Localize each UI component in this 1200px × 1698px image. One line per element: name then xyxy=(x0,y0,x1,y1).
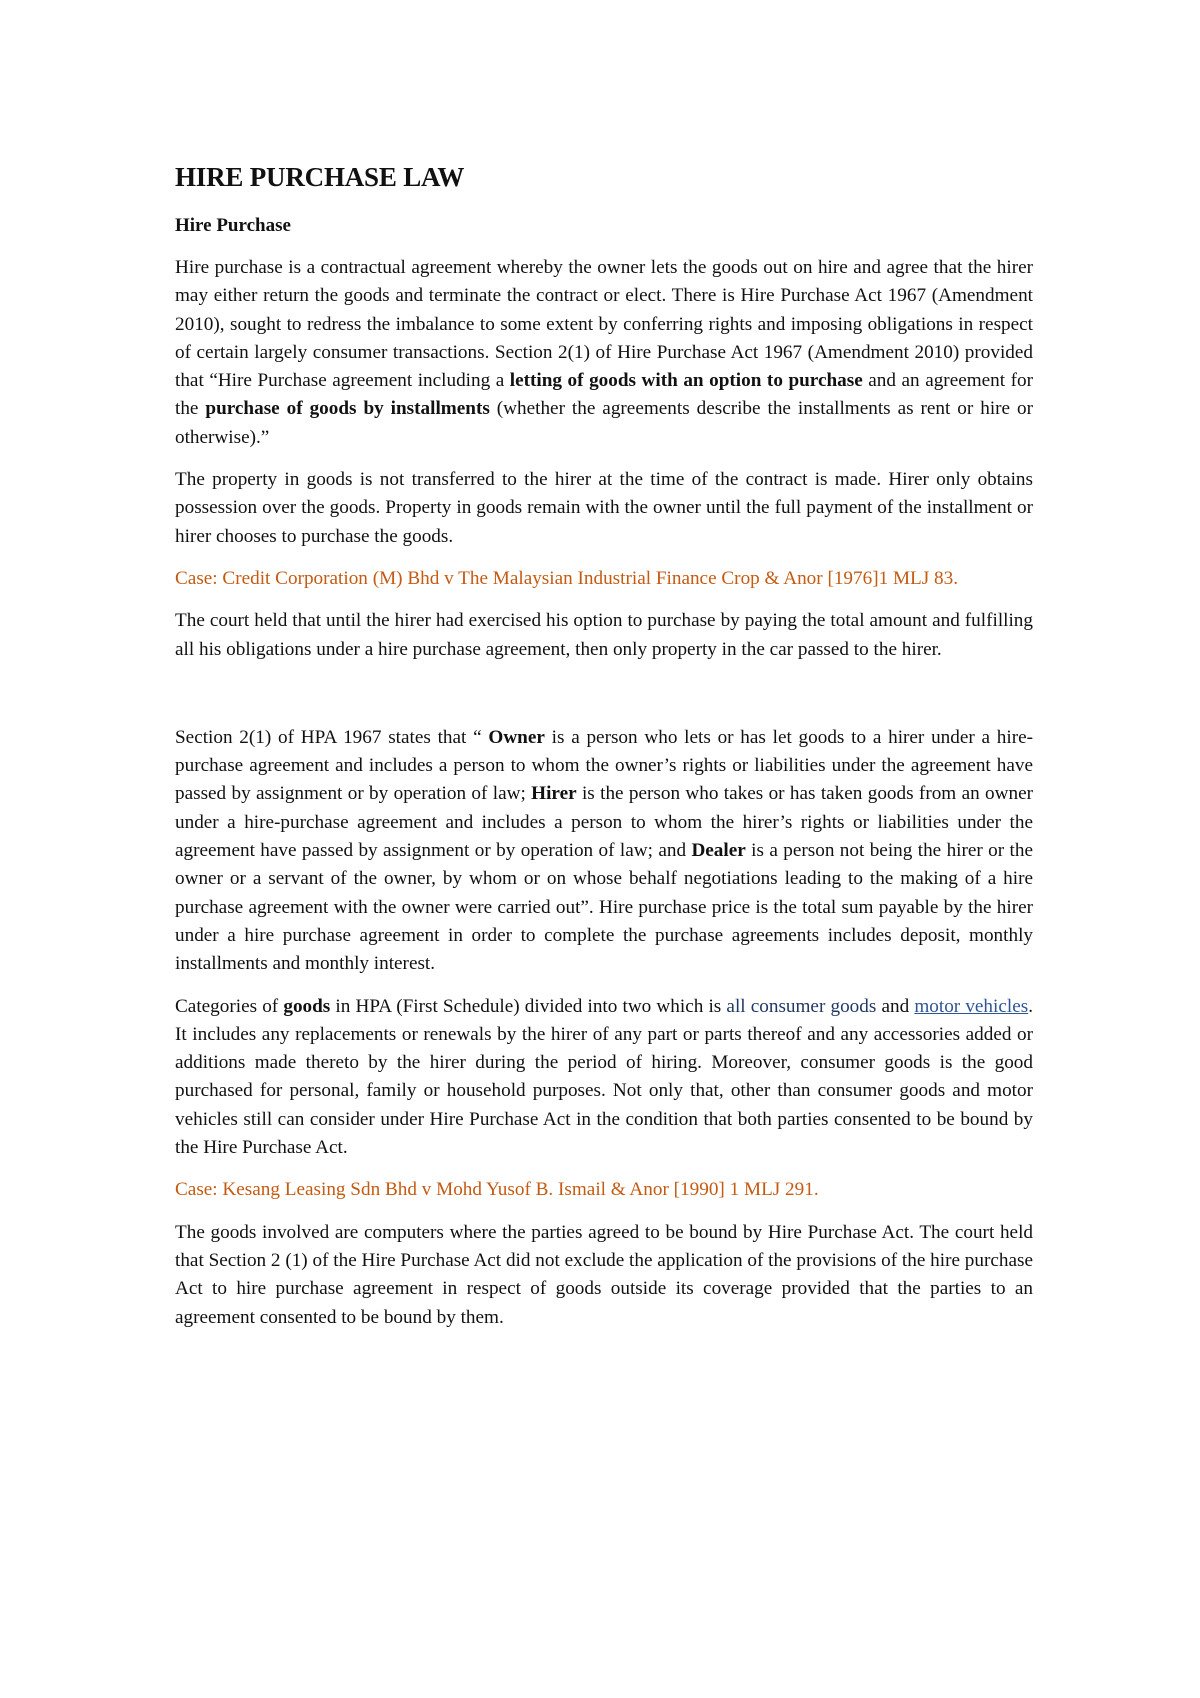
blank-spacer xyxy=(175,678,1033,724)
case-citation-2: Case: Kesang Leasing Sdn Bhd v Mohd Yusof B. Ismail & Anor [1990] 1 MLJ 291. xyxy=(175,1179,819,1201)
text-run: in HPA (First Schedule) divided into two which is xyxy=(330,995,727,1017)
text-run: Section 2(1) of HPA 1967 states that “ xyxy=(175,726,489,748)
link-motor-vehicles[interactable]: motor vehicles xyxy=(914,995,1029,1017)
bold-term-goods: goods xyxy=(283,995,331,1017)
paragraph-definition xyxy=(175,254,1033,452)
text-run: . It includes any replacements or renewals by the hirer of any part or parts thereof and any accessories added or additions made thereto by the hirer during the period of hiring. Moreover, consumer goods is the good purchased for personal, family or household purposes. Not only that, other than consumer goods and motor vehicles still can consider under Hire Purchase Act in the condition that both parties consented to be bound by the Hire Purchase Act. xyxy=(175,995,1033,1159)
page-title: HIRE PURCHASE LAW xyxy=(175,162,465,192)
document-page xyxy=(175,160,1033,1346)
text-run: Hire purchase is a contractual agreement whereby the owner lets the goods out on hire and agree that the hirer may either return the goods and terminate the contract or elect. There is Hire Purchase Act 1967 (Amendment 2010), sought to redress the imbalance to some extent by conferring rights and imposing obligations in respect of certain largely consumer transactions. Section 2(1) of Hire Purchase Act 1967 (Amendment 2010) provided that “Hire Purchase agreement including a xyxy=(175,257,1033,392)
text-run: and xyxy=(876,995,915,1017)
paragraph-categories xyxy=(175,993,1033,1163)
text-run: Categories of xyxy=(175,995,284,1017)
bold-term-hirer: Hirer xyxy=(531,783,577,805)
bold-term: letting of goods with an option to purchase xyxy=(509,370,863,392)
paragraph-court-held-2: The goods involved are computers where the parties agreed to be bound by Hire Purchase Act. The court held that Section 2 (1) of the Hire Purchase Act did not exclude the application of the provisions of the hire purchase Act to hire purchase agreement in respect of goods outside its coverage provided that the parties to an agreement consented to be bound by them. xyxy=(175,1221,1033,1328)
bold-term-dealer: Dealer xyxy=(691,840,746,862)
text-run: and an agreement for the xyxy=(175,370,1034,420)
link-consumer-goods[interactable]: all consumer goods xyxy=(726,995,877,1017)
text-run: (whether the agreements describe the installments as rent or hire or otherwise).” xyxy=(175,398,1033,448)
bold-term-owner: Owner xyxy=(488,726,545,748)
text-run: is the person who takes or has taken goods from an owner under a hire-purchase agreement and includes a person to whom the hirer’s rights or liabilities under the agreement have passed by assignment or by operation of law; and xyxy=(175,783,1033,862)
case-citation-1: Case: Credit Corporation (M) Bhd v The Malaysian Industrial Finance Crop & Anor [1976]1 MLJ 83. xyxy=(175,567,959,589)
paragraph-property: The property in goods is not transferred to the hirer at the time of the contract is made. Hirer only obtains possession over the goods. Property in goods remain with the owner until the full payment of the installment or hirer chooses to purchase the goods. xyxy=(175,469,1033,547)
text-run: is a person not being the hirer or the owner or a servant of the owner, by whom or on whose behalf negotiations leading to the making of a hire purchase agreement with the owner were carried out”. Hire purchase price is the total sum payable by the hirer under a hire purchase agreement in order to complete the purchase agreements includes deposit, monthly installments and monthly interest. xyxy=(175,840,1033,975)
section-heading: Hire Purchase xyxy=(175,215,291,236)
bold-term: purchase of goods by installments xyxy=(205,398,490,420)
paragraph-court-held-1: The court held that until the hirer had exercised his option to purchase by paying the total amount and fulfilling all his obligations under a hire purchase agreement, then only property in the car passed to the hirer. xyxy=(175,610,1033,660)
text-run: is a person who lets or has let goods to a hirer under a hire-purchase agreement and includes a person to whom the owner’s rights or liabilities under the agreement have passed by assignment or by operation of law; xyxy=(175,726,1034,805)
paragraph-section-2-1 xyxy=(175,724,1033,979)
